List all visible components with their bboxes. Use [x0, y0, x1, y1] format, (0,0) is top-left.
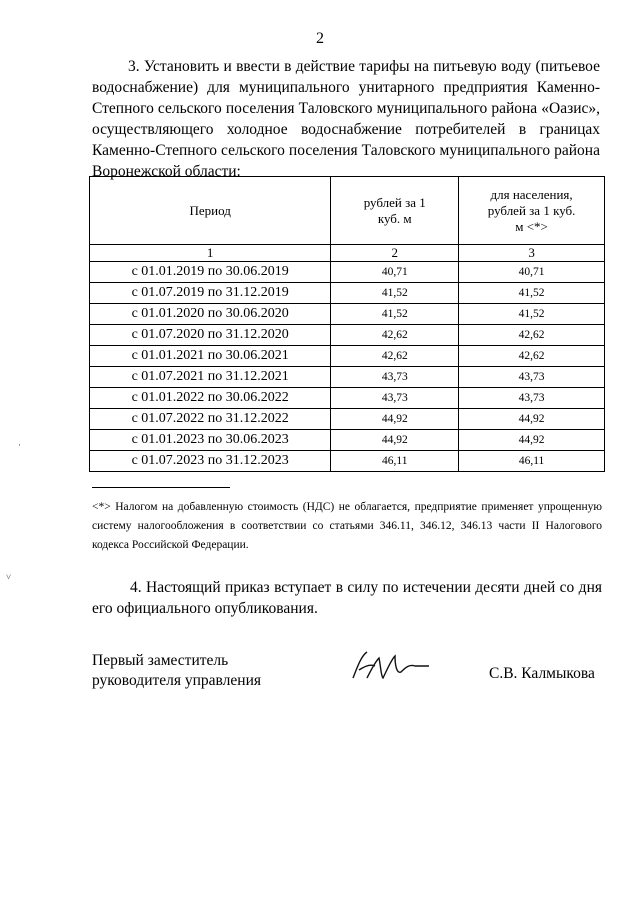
signer-position-line2: руководителя управления	[92, 672, 262, 689]
rate-population-cell: 44,92	[459, 430, 605, 451]
period-cell: с 01.01.2023 по 30.06.2023	[90, 430, 331, 451]
period-cell: с 01.01.2022 по 30.06.2022	[90, 388, 331, 409]
header-rate: рублей за 1 куб. м	[331, 177, 459, 245]
rate-population-cell: 46,11	[459, 451, 605, 472]
scan-mark: ˅	[6, 572, 12, 582]
table-row	[90, 262, 605, 283]
table-row	[90, 283, 605, 304]
footnote-divider	[92, 487, 230, 488]
rate-cell: 42,62	[331, 325, 459, 346]
rate-population-cell: 44,92	[459, 409, 605, 430]
period-cell: с 01.01.2021 по 30.06.2021	[90, 346, 331, 367]
signer-position-line1: Первый заместитель	[92, 652, 229, 669]
table-row	[90, 409, 605, 430]
rate-cell: 40,71	[331, 262, 459, 283]
rate-cell: 44,92	[331, 430, 459, 451]
table-row	[90, 346, 605, 367]
rate-population-cell: 42,62	[459, 346, 605, 367]
column-number: 1	[90, 245, 331, 262]
period-cell: с 01.01.2020 по 30.06.2020	[90, 304, 331, 325]
tariff-table	[89, 176, 605, 472]
period-cell: с 01.07.2020 по 31.12.2020	[90, 325, 331, 346]
column-number-row	[90, 245, 605, 262]
rate-population-cell: 43,73	[459, 388, 605, 409]
rate-population-cell: 43,73	[459, 367, 605, 388]
page-number: 2	[316, 30, 324, 47]
scan-mark: ·	[18, 440, 21, 450]
table-row	[90, 451, 605, 472]
rate-cell: 43,73	[331, 388, 459, 409]
period-cell: с 01.07.2022 по 31.12.2022	[90, 409, 331, 430]
period-cell: с 01.01.2019 по 30.06.2019	[90, 262, 331, 283]
paragraph-4: 4. Настоящий приказ вступает в силу по истечении десяти дней со дня его официального опубликования.	[92, 579, 602, 617]
table-row	[90, 367, 605, 388]
header-rate-population: для населения, рублей за 1 куб. м <*>	[459, 177, 605, 245]
table-row	[90, 388, 605, 409]
rate-cell: 43,73	[331, 367, 459, 388]
rate-cell: 44,92	[331, 409, 459, 430]
table-row	[90, 430, 605, 451]
signer-position	[92, 651, 261, 691]
rate-cell: 41,52	[331, 283, 459, 304]
rate-population-cell: 41,52	[459, 304, 605, 325]
rate-population-cell: 41,52	[459, 283, 605, 304]
table-row	[90, 325, 605, 346]
column-number: 2	[331, 245, 459, 262]
rate-cell: 46,11	[331, 451, 459, 472]
rate-population-cell: 42,62	[459, 325, 605, 346]
period-cell: с 01.07.2021 по 31.12.2021	[90, 367, 331, 388]
column-number: 3	[459, 245, 605, 262]
signer-name: С.В. Калмыкова	[489, 665, 595, 682]
signature-image	[345, 648, 435, 688]
paragraph-3: 3. Установить и ввести в действие тарифы на питьевую воду (питьевое водоснабжение) для муниципального унитарного предприятия Каменно-Степного сельского поселения Таловского муниципального района «Оазис», осуществляющего холодное водоснабжение потребителей в границах Каменно-Степного сельского поселения Таловского муниципального района Воронежской области:	[92, 58, 600, 180]
header-period: Период	[90, 177, 331, 245]
rate-population-cell: 40,71	[459, 262, 605, 283]
rate-cell: 41,52	[331, 304, 459, 325]
period-cell: с 01.07.2023 по 31.12.2023	[90, 451, 331, 472]
period-cell: с 01.07.2019 по 31.12.2019	[90, 283, 331, 304]
rate-cell: 42,62	[331, 346, 459, 367]
footnote: <*> Налогом на добавленную стоимость (НДС) не облагается, предприятие применяет упрощенную систему налогообложения в соответствии со статьями 346.11, 346.12, 346.13 части II Налогового кодекса Российской Федерации.	[92, 501, 602, 551]
table-row	[90, 304, 605, 325]
